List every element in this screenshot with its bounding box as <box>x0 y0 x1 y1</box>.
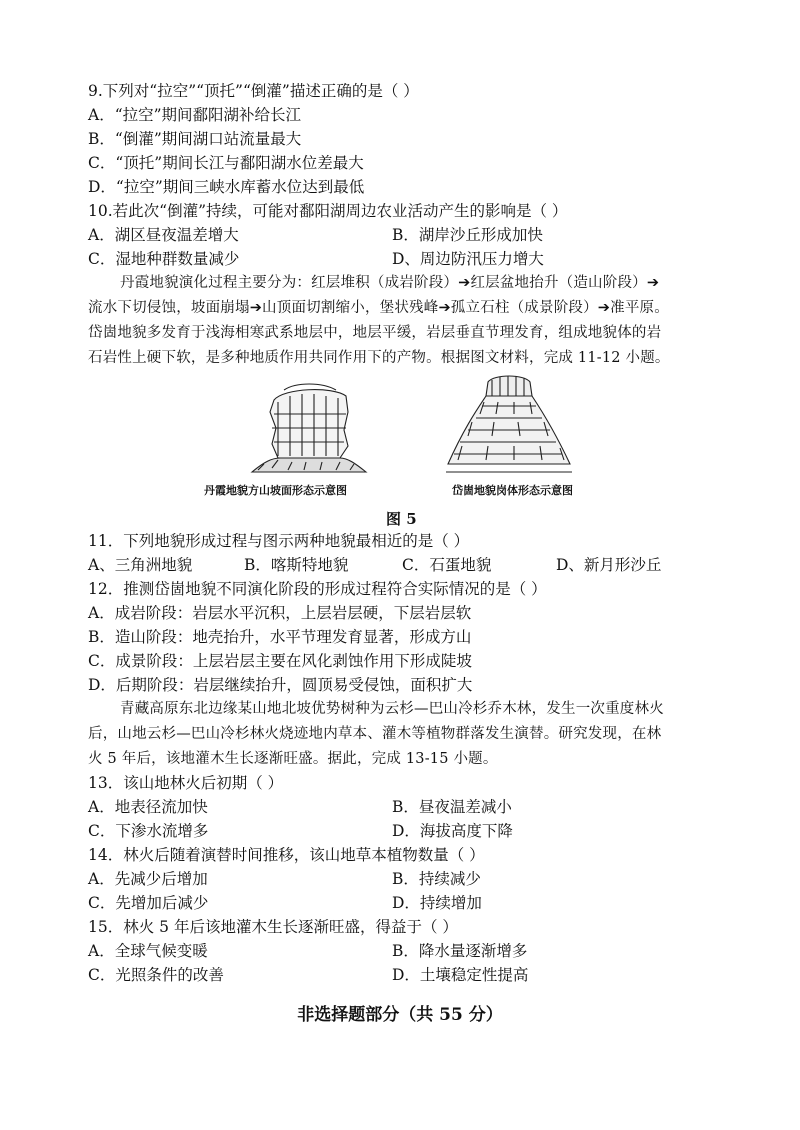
figure-label: 图 5 <box>386 510 417 528</box>
danxia-landform-illustration <box>244 372 374 480</box>
q15-option-b: B．降水量逐渐增多 <box>392 942 528 960</box>
q11-option-a: A、三角洲地貌 <box>88 556 193 574</box>
passage1-line-4: 石岩性上硬下软，是多种地质作用共同作用下的产物。根据图文材料，完成 11-12 小题。 <box>88 350 670 366</box>
q14-option-c: C．先增加后减少 <box>88 894 209 912</box>
q9-option-b: B．“倒灌”期间湖口站流量最大 <box>88 130 302 148</box>
q13-option-b: B．昼夜温差减小 <box>392 798 512 816</box>
q13-option-c: C．下渗水流增多 <box>88 822 209 840</box>
q10-option-c: C．湿地种群数量减少 <box>88 250 240 268</box>
q11-stem: 11．下列地貌形成过程与图示两种地貌最相近的是（ ） <box>88 532 470 550</box>
q10-option-b: B．湖岸沙丘形成加快 <box>392 226 543 244</box>
passage2-line-3: 火 5 年后，该地灌木生长逐渐旺盛。据此，完成 13-15 小题。 <box>88 751 498 767</box>
passage1-line-3: 岱崮地貌多发育于浅海相寒武系地层中，地层平缓，岩层垂直节理发育，组成地貌体的岩 <box>88 325 662 341</box>
section-title: 非选择题部分（共 55 分） <box>297 1005 503 1025</box>
q12-option-c: C．成景阶段：上层岩层主要在风化剥蚀作用下形成陡坡 <box>88 652 472 670</box>
q15-option-c: C．光照条件的改善 <box>88 966 224 984</box>
left-figure-caption: 丹霞地貌方山坡面形态示意图 <box>204 484 347 497</box>
q15-stem: 15．林火 5 年后该地灌木生长逐渐旺盛，得益于（ ） <box>88 918 458 936</box>
q12-stem: 12．推测岱崮地貌不同演化阶段的形成过程符合实际情况的是（ ） <box>88 580 547 598</box>
q9-option-d: D．“拉空”期间三峡水库蓄水位达到最低 <box>88 178 365 196</box>
q14-option-b: B．持续减少 <box>392 870 481 888</box>
q14-option-d: D．持续增加 <box>392 894 482 912</box>
q9-stem: 9.下列对“拉空”“顶托”“倒灌”描述正确的是（ ） <box>88 82 419 100</box>
q9-option-a: A．“拉空”期间鄱阳湖补给长江 <box>88 106 302 124</box>
passage2-line-1: 青藏高原东北边缘某山地北坡优势树种为云杉—巴山冷杉乔木林，发生一次重度林火 <box>120 701 664 717</box>
passage2-line-2: 后，山地云杉—巴山冷杉林火烧迹地内草本、灌木等植物群落发生演替。研究发现，在林 <box>88 726 662 742</box>
right-figure-caption: 岱崮地貌岗体形态示意图 <box>452 484 573 497</box>
q10-stem: 10.若此次“倒灌”持续，可能对鄱阳湖周边农业活动产生的影响是（ ） <box>88 202 568 220</box>
q15-option-a: A．全球气候变暖 <box>88 942 208 960</box>
q10-option-a: A．湖区昼夜温差增大 <box>88 226 239 244</box>
q13-option-a: A．地表径流加快 <box>88 798 208 816</box>
q13-stem: 13．该山地林火后初期（ ） <box>88 774 284 792</box>
daigu-landform-illustration <box>444 368 574 480</box>
passage1-line-1: 丹霞地貌演化过程主要分为：红层堆积（成岩阶段）➔红层盆地抬升（造山阶段）➔ <box>120 275 660 291</box>
passage1-line-2: 流水下切侵蚀，坡面崩塌➔山顶面切割缩小，堡状残峰➔孤立石柱（成景阶段）➔准平原。 <box>88 300 669 316</box>
q10-option-d: D、周边防汛压力增大 <box>392 250 544 268</box>
q15-option-d: D．土壤稳定性提高 <box>392 966 529 984</box>
q11-option-c: C．石蛋地貌 <box>402 556 492 574</box>
q11-option-d: D、新月形沙丘 <box>556 556 662 574</box>
q14-stem: 14．林火后随着演替时间推移，该山地草本植物数量（ ） <box>88 846 485 864</box>
q12-option-a: A．成岩阶段：岩层水平沉积，上层岩层硬，下层岩层软 <box>88 604 472 622</box>
q9-option-c: C．“顶托”期间长江与鄱阳湖水位差最大 <box>88 154 364 172</box>
q12-option-d: D．后期阶段：岩层继续抬升，圆顶易受侵蚀，面积扩大 <box>88 676 473 694</box>
q14-option-a: A．先减少后增加 <box>88 870 208 888</box>
q11-option-b: B．喀斯特地貌 <box>244 556 349 574</box>
q12-option-b: B．造山阶段：地壳抬升，水平节理发育显著，形成方山 <box>88 628 472 646</box>
q13-option-d: D．海拔高度下降 <box>392 822 513 840</box>
